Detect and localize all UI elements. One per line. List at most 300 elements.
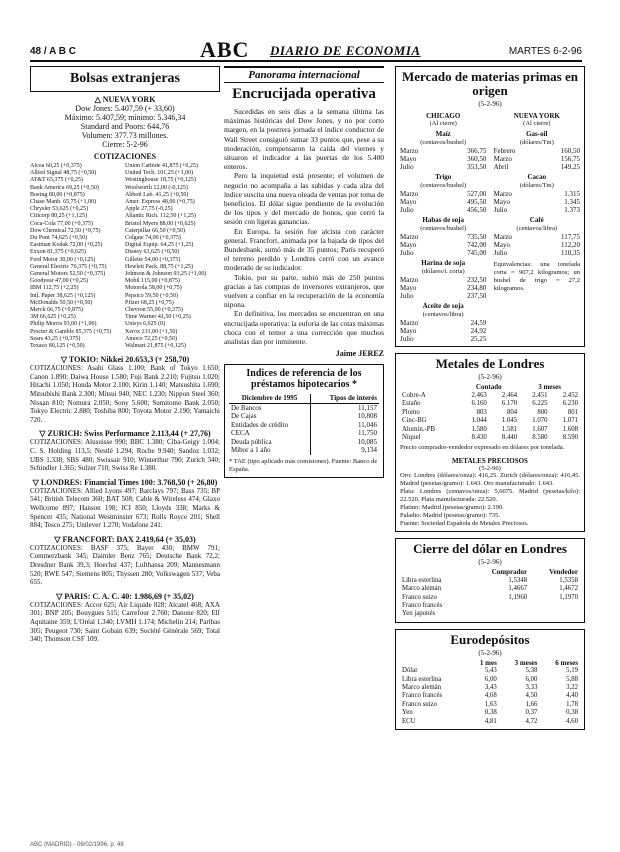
term-header: 1 mes (479, 658, 497, 667)
quote-item: Motorola 58,00 (+0,75) (125, 285, 182, 292)
commodity-row (400, 198, 486, 206)
ny-summary-line: Standard and Poors: 644,76 (80, 122, 170, 131)
quote-item: Boeing 80,00 (+0,875) (30, 191, 85, 198)
right-column (395, 66, 585, 846)
quote-item: Westinghouse 18,75 (+0,125) (125, 177, 196, 184)
quote-item: Hewlett Pack. 88,75 (+1,25) (125, 263, 194, 270)
quote-item: Texaco 80,125 (+0,50) (30, 343, 85, 350)
commodity-row (400, 233, 486, 241)
metal-price: 803 (476, 408, 487, 416)
currency-row (400, 610, 580, 618)
quote-item: United Tech. 101,25 (+1,00) (125, 170, 194, 177)
indices-value: 11,157 (310, 403, 379, 412)
page-header (30, 37, 582, 62)
quote-item: Pfizer 68,25 (+0,75) (125, 299, 174, 306)
commodity-month: Marzo (400, 275, 419, 284)
indices-period-header: Diciembre de 1995 (229, 394, 310, 403)
commodity-price: 234,80 (467, 284, 487, 293)
commodity-unit: (centavos/libra) (516, 224, 558, 232)
commodity-month: Mayo (400, 327, 417, 336)
deposit-row (400, 676, 580, 684)
quote-item: Woolworth 12,00 (-0,125) (125, 184, 188, 191)
deposit-rate: 4,50 (525, 692, 538, 700)
commodity-row (400, 147, 486, 155)
metal-price: 1.607 (532, 425, 548, 433)
market-heading-text: FRANCFORT: DAX 2.419,64 (+ 35,03) (62, 534, 196, 544)
metal-name: Alumin.-PB (402, 425, 436, 433)
indices-value: 10,085 (310, 438, 379, 447)
commodity-price: 742,00 (467, 241, 487, 250)
quote-item: Atlantic Rich. 112,50 (+1,25) (125, 213, 196, 220)
indices-name: Mibor a 1 año (231, 446, 271, 455)
commodity-row (400, 155, 486, 163)
materias-box (395, 66, 585, 347)
indices-value: 11,750 (310, 429, 379, 438)
commodity-price: 366,75 (467, 146, 487, 155)
commodity-month: Julio (400, 249, 414, 258)
metal-price: 1.045 (501, 417, 518, 425)
metales-title: Metales de Londres (435, 356, 545, 372)
quotes-right-column (125, 163, 220, 350)
newyork-city: NUEVA YORK (513, 112, 560, 120)
quote-item: Johnson & Johnson 93,25 (+1,00) (125, 271, 207, 278)
commodity-month: Mayo (400, 198, 417, 207)
commodity-price: 1.345 (564, 198, 580, 207)
deposit-row (400, 718, 580, 726)
metal-price: 804 (506, 408, 518, 416)
metales-note: Precio comprador-vendedor expresado en dólares por tonelada. (400, 444, 565, 452)
metal-name: Estaño (402, 400, 421, 408)
deposit-rate: 6,00 (525, 675, 538, 683)
vendedor-header: Vendedor (549, 568, 578, 577)
quote-item: Goodyear 47,00 (+0,25) (30, 278, 89, 285)
ny-summary-line: Dow Jones: 5.407,59 (+ 33,60) (75, 104, 175, 113)
commodity-row (400, 249, 486, 257)
precious-metal-line: Plata: Londres (centavos/onza): 5,6075. Madrid (pesetas/kilo): 22.520. Plata manufacturada: 22.520. (400, 488, 580, 504)
commodity-price: 360,50 (467, 155, 487, 164)
currency-name: Franco suizo (402, 593, 437, 601)
quote-item: Alcoa 60,25 (+0,375) (30, 163, 82, 169)
panorama-article (224, 107, 384, 346)
market-heading: ▽ TOKIO: Nikkei 20.653,3 (+ 258,70) (60, 355, 190, 365)
deposit-rate: 5,88 (566, 675, 578, 683)
eurodepositos-date: (5-2-96) (478, 648, 502, 657)
deposit-currency: Libra esterlina (402, 675, 442, 683)
deposit-rate: 4,60 (566, 717, 578, 725)
deposit-rate: 4,81 (484, 717, 497, 725)
issue-date: MARTES 6-2-96 (508, 46, 582, 57)
ny-summary-line: Máximo: 5.407,59; mínimo: 5.346,34 (64, 113, 186, 122)
indices-name: CECA (231, 429, 250, 438)
metales-date: (5-2-96) (478, 373, 502, 382)
metal-price: 1.608 (562, 425, 578, 433)
commodity-row (494, 233, 580, 241)
panorama-column (224, 66, 384, 836)
metal-row (400, 426, 580, 434)
commodity-price: 745,00 (467, 249, 487, 258)
commodity-row (400, 163, 486, 171)
quote-item: Xerox 131,00 (+1,50) (125, 328, 178, 335)
currency-row (400, 602, 580, 610)
dolar-title: Cierre del dólar en Londres (413, 541, 567, 557)
quote-item: Eastman Kodak 72,00 (+0,25) (30, 242, 103, 249)
quote-item: Coca-Cola 77,00 (+0,375) (30, 220, 94, 227)
commodity-row (400, 335, 486, 343)
commodity-row (494, 147, 580, 155)
deposit-rate: 3,33 (525, 683, 538, 691)
deposit-rate: 6,00 (484, 675, 497, 683)
deposit-rate: 5,19 (566, 667, 578, 675)
newyork-sub: (Al cierre) (523, 120, 551, 128)
deposit-currency: Dólar (402, 667, 418, 675)
currency-name: Yen japonés (402, 610, 436, 618)
chicago-sub: (Al cierre) (429, 120, 457, 128)
commodity-price: 25,25 (470, 335, 487, 344)
market-quotes: COTIZACIONES: Alusuisse 990; BBC 1.380; Ciba-Geigy 1.004; C. S. Holding 113,5; Nestlé 1.294; Roche 9.940; Sandoz 1.032; UBS 1.338; SBS 480; Swissair 910; Winterthur 790; Zurich 340; Schindler 1.365; Sulzer 710; Swiss Re 1.380. (30, 438, 220, 473)
quote-item: Philip Morris 93,00 (+1,00) (30, 321, 97, 328)
commodity-row (400, 327, 486, 335)
quote-item: Amer. Express 48,00 (+0,75) (125, 199, 195, 206)
metal-price: 8.430 (471, 433, 487, 441)
commodity-month: Marzo (400, 232, 419, 241)
newspaper-logo: ABC (200, 37, 250, 62)
article-signature: Jaime JEREZ (335, 349, 384, 359)
deposit-row (400, 684, 580, 692)
commodity-unit: (centavos/bushel) (420, 138, 467, 146)
commodity-month: Mayo (400, 155, 417, 164)
metales-table (400, 383, 580, 442)
eurodepositos-table (400, 659, 580, 726)
commodity-row (494, 249, 580, 257)
metal-name: Cobre-A (402, 391, 426, 399)
commodity-month: Julio (493, 249, 508, 258)
article-paragraph: En definitiva, los mercados se encuentran en una encrucijada operativa: la euforia de las cotas máximas choca con el temor a una corrección que muchos analistas dan por inminente. (224, 309, 384, 347)
quote-item: Du Pont 74,625 (+0,50) (30, 235, 88, 242)
currency-sell (529, 602, 580, 610)
article-paragraph: Tokio, por su parte, subió más de 250 puntos gracias a las compras de inversores extranjeros, que vuelven a confiar en la recuperación de la economía nipona. (224, 272, 384, 310)
quote-item: Chase Manh. 65,75 (+1,00) (30, 199, 97, 206)
commodity-unit: (centavos/bushel) (420, 181, 467, 189)
metal-price: 801 (567, 408, 578, 416)
commodity-month: Marzo (493, 232, 512, 241)
metal-price: 1.580 (471, 425, 487, 433)
commodity-month: Marzo (400, 146, 419, 155)
market-quotes: COTIZACIONES: Allied Lyons 497; Barclays 797; Bass 735; BP 541; British Telecom 360; BAT 508; Cable & Wireless 474; Glaxo Wellcome 897; Hanson 198; ICI 850; Lloyds 338; Marks & Spencer 435; National Westminster 673; Rolls Royce 201; Shell 884; Tesco 275; Unilever 1.270; Vodafone 241. (30, 486, 220, 530)
quote-item: Ford Motor 30,00 (+0,125) (30, 256, 96, 263)
commodity-price: 527,00 (467, 189, 487, 198)
commodity-price: 353,50 (467, 163, 487, 172)
indices-value: 9,134 (310, 446, 379, 455)
deposit-rate: 1,66 (525, 700, 538, 708)
ny-summary (30, 104, 220, 149)
quote-item: Bank America 69,25 (+0,50) (30, 184, 99, 191)
commodity-unit: (dólares/Tm) (519, 138, 554, 146)
metal-price: 1.044 (471, 417, 487, 425)
quote-item: Abbott Lab. 41,25 (+0,50) (125, 191, 189, 198)
commodity-month: Marzo (493, 155, 512, 164)
commodity-month: Mayo (493, 198, 510, 207)
article-paragraph: Sucedidas en seis días a la semana última las máximas históricas del Dow Jones, y no por corto margen, en la postrera jornada el índice conductor de Wall Street consiguió sumar 33 puntos que, pese a su moderación, compensaron la caída del viernes y situaron el indicador a las puertas de los 5.400 enteros. (224, 107, 384, 172)
commodity-name: Cacao (527, 173, 547, 182)
precious-metal-line: Platino: Madrid (pesetas/gramo): 2.190. (400, 504, 504, 512)
commodity-row (494, 155, 580, 163)
market-heading-text: PARIS: C. A. C. 40: 1.986,69 (+ 35,02) (64, 591, 194, 601)
page-footer: ABC (MADRID) - 06/02/1996, p. 48 (30, 842, 124, 848)
commodity-row (400, 319, 486, 327)
precious-metal-line: Paladio: Madrid (pesetas/gramo): 735. (400, 512, 501, 520)
metal-price: 2.464 (501, 391, 518, 399)
ny-summary-line: Volumen: 377.73 millones. (81, 131, 169, 140)
currency-buy: 1,1960 (508, 593, 528, 601)
currency-row (400, 594, 580, 602)
metal-price: 2.452 (562, 391, 578, 399)
deposit-currency: Franco suizo (402, 700, 437, 708)
commodity-month: Marzo (493, 189, 512, 198)
materias-title: Mercado de materias primas en origen (402, 69, 578, 98)
quote-item: Pepsico 59,50 (+0,50) (125, 292, 179, 299)
commodity-name: Harina de soja (421, 259, 466, 268)
commodity-month: Marzo (400, 318, 419, 327)
panorama-headline: Encrucijada operativa (232, 86, 376, 102)
commodity-month: Febrero (493, 146, 516, 155)
indices-table (229, 394, 379, 455)
currency-buy: 1,5348 (508, 576, 528, 584)
term-header: 6 meses (555, 658, 578, 667)
commodity-price: 112,20 (561, 241, 580, 250)
deposit-row (400, 667, 580, 675)
eurodepositos-title: Eurodepósitos (450, 631, 530, 647)
commodity-month: Marzo (400, 189, 419, 198)
commodity-price: 456,50 (467, 206, 487, 215)
article-paragraph: Pero la inquietud está presente; el volumen de negocio no acompaña a las subidas y cada alza del índice suscita una nueva oleada de ventas por toma de beneficios. El dólar sigue pendiente de la evolución de los tipos y del mercado de bonos, que cerró la sesión con ligeras ganancias. (224, 171, 384, 227)
metal-price: 2.463 (471, 391, 487, 399)
chicago-city: CHICAGO (426, 112, 461, 120)
newyork-section (494, 110, 580, 343)
indices-name: De Cajas (231, 412, 257, 421)
commodity-price: 1.315 (564, 189, 580, 198)
dolar-table (400, 568, 580, 618)
indices-row (229, 421, 379, 430)
commodity-price: 149,25 (560, 163, 580, 172)
metal-price: 8.590 (562, 433, 578, 441)
quote-item: Walmart 21,875 (+0,125) (125, 343, 186, 350)
commodity-month: Julio (400, 163, 414, 172)
metales-box (395, 353, 585, 532)
indices-value: 11,046 (310, 421, 379, 430)
commodity-row (400, 241, 486, 249)
currency-sell: 1,5358 (559, 576, 578, 584)
commodity-price: 237,50 (467, 292, 487, 301)
bolsas-title: Bolsas extranjeras (30, 66, 220, 92)
currency-sell (529, 610, 580, 618)
metal-price: 1.070 (532, 417, 548, 425)
chicago-section (400, 110, 486, 343)
quote-item: Disney 63,625 (+0,50) (125, 249, 180, 256)
page-number: 48 / A B C (30, 46, 76, 57)
commodity-month: Julio (400, 292, 414, 301)
deposit-rate: 0,37 (525, 709, 538, 717)
commodity-row (400, 292, 486, 300)
markets-list (30, 355, 220, 643)
quote-item: Caterpillar 66,50 (+0,50) (125, 227, 186, 234)
commodity-unit: (centavos/libra) (422, 310, 464, 318)
metal-price: 1.071 (562, 417, 578, 425)
metal-price: 6.225 (532, 400, 548, 408)
commodity-unit: (centavos/bushel) (420, 224, 467, 232)
indices-note: * TAE (tipo aplicado más comisiones). Fuente: Banco de España. (229, 457, 378, 473)
market-heading: ▽ ZURICH: Swiss Performance 2.113,44 (+ 27,76) (39, 429, 211, 439)
deposit-rate: 5,43 (484, 667, 497, 675)
commodity-name: Habas de soja (422, 216, 464, 225)
commodity-price: 495,50 (467, 198, 487, 207)
indices-value: 10,808 (310, 412, 379, 421)
commodity-price: 24,59 (470, 318, 487, 327)
quote-item: McDonalds 50,50 (+0,50) (30, 299, 93, 306)
quote-item: Bristol Myers 88,00 (+0,625) (125, 220, 196, 227)
metal-price: 800 (537, 408, 548, 416)
quote-item: Union Carbide 41,875 (+0,25) (125, 163, 198, 169)
cotizaciones-heading: COTIZACIONES (93, 152, 157, 161)
commodity-price: 24,92 (470, 327, 487, 336)
commodity-row (400, 284, 486, 292)
quote-item: General Motors 52,50 (+0,375) (30, 271, 106, 278)
quote-item: General Electric 76,375 (+0,75) (30, 263, 107, 270)
equivalencias-note: Equivalencias: una tonelada corta = 907,2 kilogramos; un bushel de trigo = 27,2 kilogramos. (493, 261, 580, 293)
deposit-rate: 1,78 (566, 700, 578, 708)
commodity-row (494, 206, 580, 214)
quote-item: Allied Signal 48,75 (+0,50) (30, 170, 97, 177)
deposit-rate: 3,22 (566, 683, 578, 691)
quote-item: Unisys 6,625 (0) (125, 321, 166, 328)
article-paragraph: En Europa, la sesión fue alcista con carácter general. Francfort, animada por la bajada de tipos del Bundesbank, sumó más de 35 puntos; París recuperó el terreno perdido y Londres cerró con un avance moderado de su indicador. (224, 226, 384, 273)
ny-summary-line: Cierre: 5-2-96 (102, 140, 148, 149)
metal-price: 6.230 (562, 400, 578, 408)
deposit-rate: 4,40 (566, 692, 578, 700)
materias-date: (5-2-96) (478, 100, 502, 108)
bolsas-column (30, 66, 220, 826)
deposit-rate: 4,72 (525, 717, 538, 725)
quote-item: Time Warner 41,50 (+0,25) (125, 314, 191, 321)
quote-item: Citicorp 80,25 (+1,125) (30, 213, 88, 220)
quote-item: Merck 66,75 (+0,875) (30, 307, 84, 314)
preciosos-source: Fuente: Sociedad Española de Metales Preciosos. (400, 520, 529, 528)
metal-price: 6.170 (501, 400, 518, 408)
commodity-month: Abril (493, 163, 509, 172)
currency-buy (468, 610, 529, 618)
market-quotes: COTIZACIONES: Asahi Glass 1.100; Bank of Tokyo 1.650; Canon 1.890; Daiwa House 1.580; Fuji Bank 2.210; Fujitsu 1.020; Hitachi 1.050; Honda Motor 2.100; Kirin 1.140; Matsushita 1.690; Mitsubishi Bank 2.300; Mitsui 940; NEC 1.230; Nippon Steel 360; Nissan 810; Nomura 2.050; Sony 5.600; Sumitomo Bank 2.050; Tokyo Electric 2.880; Toshiba 800; Toyota Motor 2.190; Yamaichi 720. (30, 364, 220, 424)
market-quotes: COTIZACIONES: Accor 625; Air Liquide 828; Alcatel 468; AXA 301; BNP 205; Bouygues 515; Carrefour 2.760; Danone 820; Elf Aquitaine 359; L'Oréal 1.340; LVMH 1.174; Michelin 214; Paribas 305; Peugeot 730; Saint Gobain 639; Société Générale 569; Total 340; Thomson CSF 109. (30, 600, 220, 644)
deposit-rate: 4,68 (484, 692, 497, 700)
commodity-unit: (dólares/t. corta) (421, 267, 465, 275)
commodity-row (400, 190, 486, 198)
currency-buy (468, 602, 529, 610)
quotes-left-column (30, 163, 125, 350)
commodity-row (494, 198, 580, 206)
metal-row (400, 409, 580, 417)
dolar-date: (5-2-96) (478, 558, 502, 567)
quote-item: AT&T 65,375 (+0,25) (30, 177, 83, 184)
commodity-price: 735,50 (467, 232, 487, 241)
metal-price: 8.580 (532, 433, 548, 441)
market-heading-text: ZURICH: Swiss Performance 2.113,44 (+ 27,76) (47, 429, 211, 439)
quote-item: Intl. Paper 38,625 (+0,125) (30, 292, 96, 299)
commodity-month: Mayo (400, 284, 417, 293)
preciosos-date: (5-2-96) (479, 465, 501, 473)
commodity-name: Café (529, 216, 544, 225)
deposit-rate: 3,43 (484, 683, 497, 691)
deposit-rate: 5,38 (525, 667, 538, 675)
indices-name: De Bancos (231, 403, 262, 412)
ny-heading: △ NUEVA YORK (94, 95, 156, 104)
deposit-currency: ECU (402, 717, 416, 725)
metal-name: Plomo (402, 408, 420, 416)
comprador-header: Comprador (491, 568, 528, 577)
indices-name: Entidades de crédito (231, 420, 289, 429)
commodity-month: Mayo (493, 241, 510, 250)
commodity-price: 117,75 (561, 232, 580, 241)
commodity-month: Julio (400, 335, 414, 344)
metal-row (400, 400, 580, 408)
quote-item: Chevron 55,00 (+0,375) (125, 307, 184, 314)
indices-name: Deuda pública (231, 437, 272, 446)
commodity-row (494, 190, 580, 198)
quote-item: Apple 27,75 (-0,25) (125, 206, 173, 213)
commodity-name: Maíz (435, 130, 451, 139)
market-heading-text: TOKIO: Nikkei 20.653,3 (+ 258,70) (68, 355, 190, 365)
panorama-label: Panorama internacional (224, 66, 384, 83)
commodity-price: 1.373 (564, 206, 580, 215)
commodity-name: Gas-oil (526, 130, 548, 139)
quote-item: Exxon 81,375 (+0,625) (30, 249, 87, 256)
indices-row (229, 403, 379, 412)
metal-name: Cinc-BG (402, 417, 427, 425)
contado-header: Contado (475, 383, 502, 392)
commodity-month: Mayo (400, 241, 417, 250)
commodity-row (494, 163, 580, 171)
indices-row (229, 429, 379, 438)
indices-box (224, 364, 384, 478)
indices-title: Indices de referencia de los préstamos hipotecarios * (246, 368, 362, 391)
quote-item: Procter & Gamble 85,375 (+0,75) (30, 328, 112, 335)
deposit-currency: Yen (402, 709, 413, 717)
deposit-row (400, 709, 580, 717)
quote-item: Amoco 72,25 (+0,50) (125, 335, 178, 342)
commodity-row (400, 276, 486, 284)
tres-meses-header: 3 meses (538, 383, 561, 392)
market-heading: ▽ FRANCFORT: DAX 2.419,64 (+ 35,03) (54, 534, 196, 544)
metal-row (400, 417, 580, 425)
commodity-unit: (dólares/Tm) (519, 181, 554, 189)
commodity-row (400, 206, 486, 214)
metal-price: 1.581 (501, 425, 518, 433)
metal-price: 2.451 (532, 391, 548, 399)
commodity-row (494, 241, 580, 249)
metal-row (400, 392, 580, 400)
dolar-box (395, 538, 585, 622)
commodity-month: Julio (400, 206, 414, 215)
market-heading-text: LONDRES: Financial Times 100: 3.768,50 (+ 26,80) (40, 477, 218, 487)
deposit-rate: 0,38 (484, 709, 497, 717)
metal-price: 8.440 (501, 433, 518, 441)
metal-name: Níquel (402, 433, 421, 441)
deposit-rate: 1,63 (484, 700, 497, 708)
currency-name: Franco francés (402, 601, 443, 609)
market-heading: ▽ LONDRES: Financial Times 100: 3.768,50 (+ 26,80) (32, 477, 218, 487)
currency-sell: 1,1970 (559, 593, 578, 601)
quote-item: Sears 43,25 (+0,375) (30, 335, 81, 342)
commodity-price: 156,75 (560, 155, 580, 164)
currency-name: Marco alemán (402, 585, 442, 593)
